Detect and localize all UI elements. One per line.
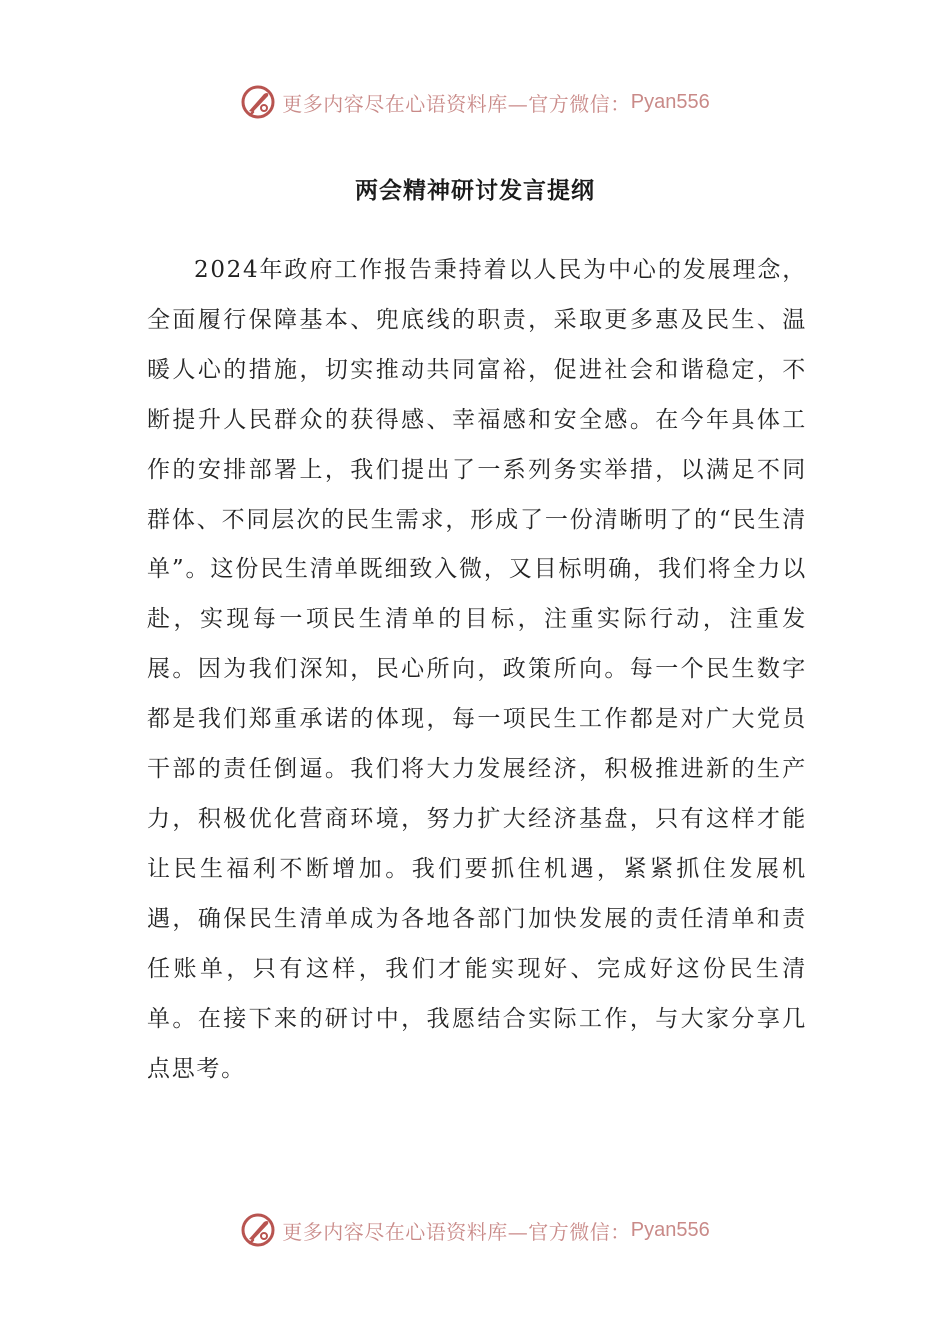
body-paragraph: 2024年政府工作报告秉持着以人民为中心的发展理念，全面履行保障基本、兜底线的职责，采取更多惠及民生、温暖人心的措施，切实推动共同富裕，促进社会和谐稳定，不断提升人民群众的获得感、幸福感和安全感。在今年具体工作的安排部署上，我们提出了一系列务实举措，以满足不同群体、不同层次的民生需求，形成了一份清晰明了的“民生清单”。这份民生清单既细致入微，又目标明确，我们将全力以赴，实现每一项民生清单的目标，注重实际行动，注重发展。因为我们深知，民心所向，政策所向。每一个民生数字都是我们郑重承诺的体现，每一项民生工作都是对广大党员干部的责任倒逼。我们将大力发展经济，积极推进新的生产力，积极优化营商环境，努力扩大经济基盘，只有这样才能让民生福利不断增加。我们要抓住机遇，紧紧抓住发展机遇，确保民生清单成为各地各部门加快发展的责任清单和责任账单，只有这样，我们才能实现好、完成好这份民生清单。在接下来的研讨中，我愿结合实际工作，与大家分享几点思考。 <box>147 257 807 1082</box>
quill-logo-icon <box>240 84 276 120</box>
watermark-text: 更多内容尽在心语资料库—官方微信： <box>282 91 631 116</box>
header-watermark-banner <box>0 80 950 124</box>
watermark-wechat-handle: Pyan556 <box>630 1218 710 1241</box>
document-title: 两会精神研讨发言提纲 <box>355 178 595 204</box>
footer-watermark-banner <box>0 1208 950 1252</box>
quill-logo-icon <box>240 1212 276 1248</box>
watermark-text: 更多内容尽在心语资料库—官方微信： <box>282 1219 631 1244</box>
watermark-wechat-handle: Pyan556 <box>630 90 710 113</box>
